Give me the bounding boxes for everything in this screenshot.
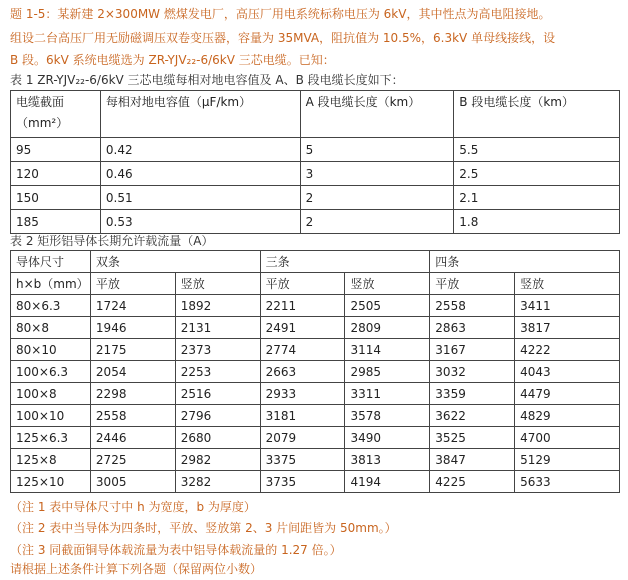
table-row bbox=[11, 295, 620, 317]
cell-q-flat: 4225 bbox=[430, 471, 515, 493]
cell-d-vert: 1892 bbox=[175, 295, 260, 317]
cell-size: 100×6.3 bbox=[11, 361, 91, 383]
table-row bbox=[11, 210, 620, 234]
table-row bbox=[11, 138, 620, 162]
header-conductor-size: 导体尺寸 bbox=[11, 251, 91, 273]
cell-d-vert: 2982 bbox=[175, 449, 260, 471]
cell-q-flat: 2558 bbox=[430, 295, 515, 317]
table-row bbox=[11, 405, 620, 427]
cell-a-length: 3 bbox=[300, 162, 454, 186]
cell-d-vert: 2253 bbox=[175, 361, 260, 383]
cell-d-flat: 2298 bbox=[90, 383, 175, 405]
cell-a-length: 2 bbox=[300, 210, 454, 234]
table1-caption: 表 1 ZR-YJV₂₂-6/6kV 三芯电缆每相对地电容值及 A、B 段电缆长度如下： bbox=[10, 73, 404, 87]
table2-caption: 表 2 矩形铝导体长期允许载流量（A） bbox=[10, 234, 214, 248]
cell-q-vert: 4043 bbox=[515, 361, 620, 383]
cell-b-length: 1.8 bbox=[454, 210, 620, 234]
cell-size: 100×10 bbox=[11, 405, 91, 427]
cell-t-flat: 3735 bbox=[260, 471, 345, 493]
cell-q-vert: 3411 bbox=[515, 295, 620, 317]
problem-line-2: 组设二台高压厂用无励磁调压双卷变压器，容量为 35MVA，阻抗值为 10.5%，6.3kV 单母线接线，设 bbox=[10, 31, 556, 45]
header-quad-bar: 四条 bbox=[430, 251, 620, 273]
table-row bbox=[11, 317, 620, 339]
cable-capacitance-table bbox=[10, 90, 620, 234]
cell-size: 125×6.3 bbox=[11, 427, 91, 449]
cell-size: 125×10 bbox=[11, 471, 91, 493]
table-row bbox=[11, 449, 620, 471]
cell-a-length: 2 bbox=[300, 186, 454, 210]
note-1: （注 1 表中导体尺寸中 h 为宽度，b 为厚度） bbox=[10, 500, 256, 514]
cell-capacitance: 0.46 bbox=[100, 162, 300, 186]
cell-d-flat: 1946 bbox=[90, 317, 175, 339]
question-prompt: 请根据上述条件计算下列各题（保留两位小数） bbox=[10, 562, 263, 576]
cell-t-vert: 2505 bbox=[345, 295, 430, 317]
cell-t-flat: 2663 bbox=[260, 361, 345, 383]
cell-t-flat: 2491 bbox=[260, 317, 345, 339]
cell-t-flat: 2079 bbox=[260, 427, 345, 449]
cell-capacitance: 0.51 bbox=[100, 186, 300, 210]
cell-t-flat: 2933 bbox=[260, 383, 345, 405]
cell-d-vert: 2373 bbox=[175, 339, 260, 361]
cell-section: 95 bbox=[11, 138, 101, 162]
cell-d-flat: 2446 bbox=[90, 427, 175, 449]
table-row bbox=[11, 186, 620, 210]
header-quad-vertical: 竖放 bbox=[515, 273, 620, 295]
header-double-vertical: 竖放 bbox=[175, 273, 260, 295]
cell-t-flat: 3375 bbox=[260, 449, 345, 471]
cell-size: 125×8 bbox=[11, 449, 91, 471]
cell-d-flat: 2175 bbox=[90, 339, 175, 361]
cell-q-vert: 3817 bbox=[515, 317, 620, 339]
cell-section: 150 bbox=[11, 186, 101, 210]
table-row bbox=[11, 361, 620, 383]
problem-line-1: 题 1-5：某新建 2×300MW 燃煤发电厂，高压厂用电系统标称电压为 6kV，其中性点为高电阻接地。 bbox=[10, 7, 551, 21]
cell-d-flat: 3005 bbox=[90, 471, 175, 493]
table-row bbox=[11, 162, 620, 186]
cell-d-vert: 2796 bbox=[175, 405, 260, 427]
cell-d-vert: 2680 bbox=[175, 427, 260, 449]
cell-size: 100×8 bbox=[11, 383, 91, 405]
cell-t-flat: 2774 bbox=[260, 339, 345, 361]
cell-q-flat: 3847 bbox=[430, 449, 515, 471]
cell-q-vert: 4479 bbox=[515, 383, 620, 405]
cell-size: 80×10 bbox=[11, 339, 91, 361]
cell-q-flat: 3622 bbox=[430, 405, 515, 427]
cell-size: 80×6.3 bbox=[11, 295, 91, 317]
cell-d-vert: 2516 bbox=[175, 383, 260, 405]
table-row bbox=[11, 383, 620, 405]
header-b-length: B 段电缆长度（km） bbox=[454, 91, 620, 138]
cell-b-length: 2.5 bbox=[454, 162, 620, 186]
aluminum-conductor-ampacity-table bbox=[10, 250, 620, 493]
cell-d-vert: 2131 bbox=[175, 317, 260, 339]
cell-q-vert: 5129 bbox=[515, 449, 620, 471]
cell-q-vert: 5633 bbox=[515, 471, 620, 493]
cell-t-vert: 3813 bbox=[345, 449, 430, 471]
cell-q-flat: 3032 bbox=[430, 361, 515, 383]
cell-t-vert: 3578 bbox=[345, 405, 430, 427]
cell-section: 120 bbox=[11, 162, 101, 186]
header-a-length: A 段电缆长度（km） bbox=[300, 91, 454, 138]
header-double-flat: 平放 bbox=[90, 273, 175, 295]
cell-capacitance: 0.53 bbox=[100, 210, 300, 234]
table1-header-row bbox=[11, 91, 620, 138]
cell-t-flat: 2211 bbox=[260, 295, 345, 317]
table2-header-row-2 bbox=[11, 273, 620, 295]
cell-d-flat: 2725 bbox=[90, 449, 175, 471]
header-section-label: 电缆截面 bbox=[16, 95, 65, 109]
cell-q-vert: 4829 bbox=[515, 405, 620, 427]
cell-q-flat: 2863 bbox=[430, 317, 515, 339]
cell-size: 80×8 bbox=[11, 317, 91, 339]
cell-q-vert: 4222 bbox=[515, 339, 620, 361]
cell-q-flat: 3525 bbox=[430, 427, 515, 449]
header-size-unit: h×b（mm） bbox=[11, 273, 91, 295]
cell-t-vert: 3490 bbox=[345, 427, 430, 449]
header-cable-section bbox=[11, 91, 101, 138]
table-row bbox=[11, 427, 620, 449]
header-section-unit: （mm²） bbox=[16, 116, 69, 130]
cell-b-length: 5.5 bbox=[454, 138, 620, 162]
cell-capacitance: 0.42 bbox=[100, 138, 300, 162]
cell-t-vert: 4194 bbox=[345, 471, 430, 493]
cell-d-flat: 2558 bbox=[90, 405, 175, 427]
cell-d-vert: 3282 bbox=[175, 471, 260, 493]
cell-b-length: 2.1 bbox=[454, 186, 620, 210]
cell-t-vert: 2985 bbox=[345, 361, 430, 383]
note-2: （注 2 表中当导体为四条时，平放、竖放第 2、3 片间距皆为 50mm。） bbox=[10, 521, 397, 535]
cell-a-length: 5 bbox=[300, 138, 454, 162]
note-3: （注 3 同截面铜导体载流量为表中铝导体载流量的 1.27 倍。） bbox=[10, 543, 342, 557]
table2-header-row-1 bbox=[11, 251, 620, 273]
header-triple-flat: 平放 bbox=[260, 273, 345, 295]
header-capacitance: 每相对地电容值（μF/km） bbox=[100, 91, 300, 138]
cell-q-flat: 3167 bbox=[430, 339, 515, 361]
table-row bbox=[11, 471, 620, 493]
problem-line-3: B 段。6kV 系统电缆选为 ZR-YJV₂₂-6/6kV 三芯电缆。已知： bbox=[10, 53, 335, 67]
cell-t-vert: 3114 bbox=[345, 339, 430, 361]
table-row bbox=[11, 339, 620, 361]
cell-q-flat: 3359 bbox=[430, 383, 515, 405]
cell-t-vert: 3311 bbox=[345, 383, 430, 405]
header-triple-vertical: 竖放 bbox=[345, 273, 430, 295]
cell-t-flat: 3181 bbox=[260, 405, 345, 427]
header-double-bar: 双条 bbox=[90, 251, 260, 273]
header-quad-flat: 平放 bbox=[430, 273, 515, 295]
cell-d-flat: 2054 bbox=[90, 361, 175, 383]
cell-d-flat: 1724 bbox=[90, 295, 175, 317]
cell-section: 185 bbox=[11, 210, 101, 234]
header-triple-bar: 三条 bbox=[260, 251, 430, 273]
cell-t-vert: 2809 bbox=[345, 317, 430, 339]
cell-q-vert: 4700 bbox=[515, 427, 620, 449]
